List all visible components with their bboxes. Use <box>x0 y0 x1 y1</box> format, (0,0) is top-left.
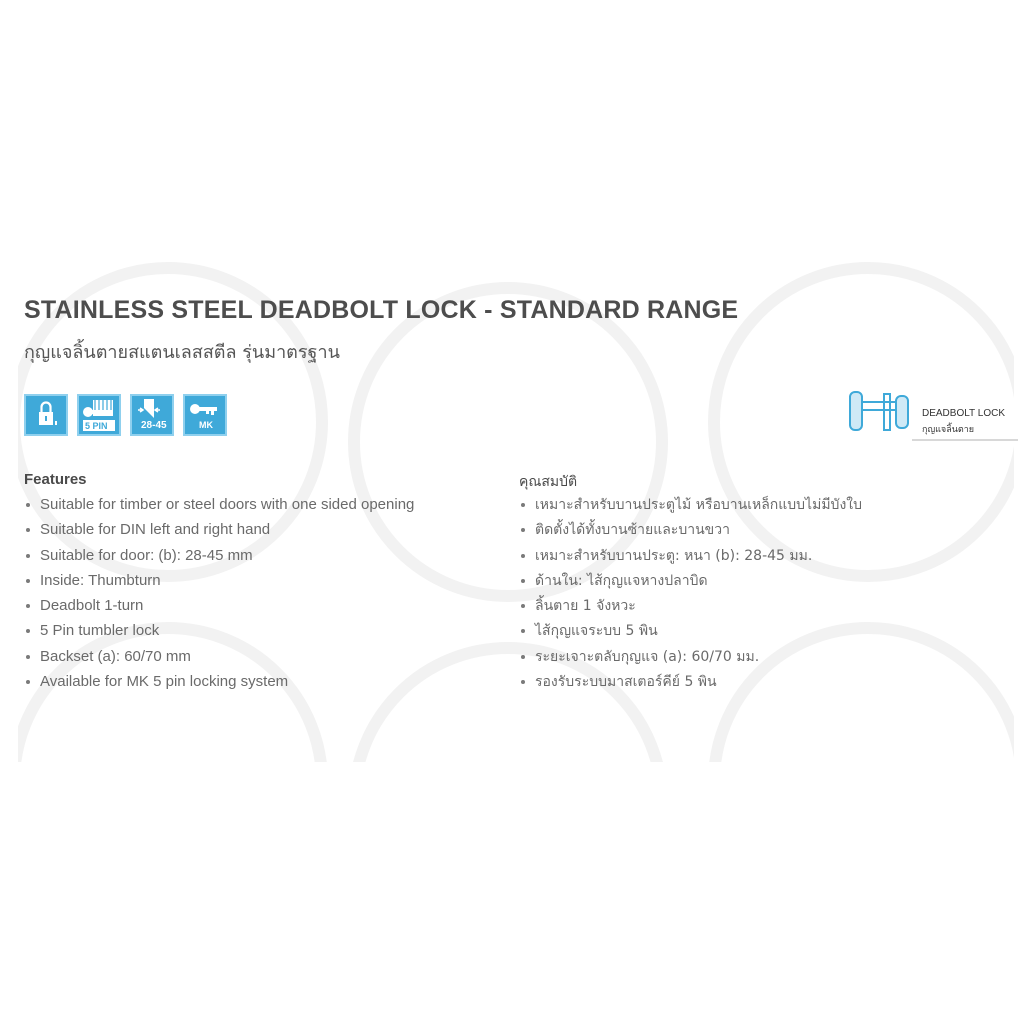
features-heading: Features <box>24 471 87 488</box>
list-item: เหมาะสำหรับบานประตูไม้ หรือบานเหล็กแบบไม่มีบังใบ <box>519 494 862 519</box>
list-item: ด้านใน: ไส้กุญแจหางปลาบิด <box>519 570 862 595</box>
deadbolt-badge <box>848 388 1018 438</box>
list-item: Suitable for timber or steel doors with one sided opening <box>24 494 414 519</box>
list-item: Available for MK 5 pin locking system <box>24 671 414 696</box>
features-heading-th: คุณสมบัติ <box>519 474 578 490</box>
list-item: Deadbolt 1-turn <box>24 595 414 620</box>
list-item: Backset (a): 60/70 mm <box>24 646 414 671</box>
page-subtitle: กุญแจลิ้นตายสแตนเลสสตีล รุ่นมาตรฐาน <box>24 342 340 363</box>
list-item: ไส้กุญแจระบบ 5 พิน <box>519 620 862 645</box>
list-item: ระยะเจาะตลับกุญแจ (a): 60/70 มม. <box>519 646 862 671</box>
deadbolt-lock-icon <box>848 388 918 438</box>
master-key-label: MK <box>199 420 213 430</box>
master-key-icon <box>183 394 227 436</box>
pin-key-icon <box>77 394 121 436</box>
features-list-th <box>519 494 862 696</box>
features-list-en <box>24 494 414 696</box>
feature-icons <box>24 394 227 436</box>
list-item: Suitable for door: (b): 28-45 mm <box>24 545 414 570</box>
list-item: Suitable for DIN left and right hand <box>24 519 414 544</box>
door-thickness-icon <box>130 394 174 436</box>
list-item: Inside: Thumbturn <box>24 570 414 595</box>
pin-label: 5 PIN <box>85 421 108 431</box>
list-item: เหมาะสำหรับบานประตู: หนา (b): 28-45 มม. <box>519 545 862 570</box>
list-item: ลิ้นตาย 1 จังหวะ <box>519 595 862 620</box>
deadbolt-label: DEADBOLT LOCK <box>922 408 1005 419</box>
list-item: ติดตั้งได้ทั้งบานซ้ายและบานขวา <box>519 519 862 544</box>
list-item: 5 Pin tumbler lock <box>24 620 414 645</box>
page-title: STAINLESS STEEL DEADBOLT LOCK - STANDARD RANGE <box>24 296 739 324</box>
deadbolt-sublabel: กุญแจลิ้นตาย <box>922 425 975 435</box>
door-thickness-label: 28-45 <box>141 420 167 431</box>
padlock-icon <box>24 394 68 436</box>
deadbolt-divider <box>912 439 1018 441</box>
list-item: รองรับระบบมาสเตอร์คีย์ 5 พิน <box>519 671 862 696</box>
